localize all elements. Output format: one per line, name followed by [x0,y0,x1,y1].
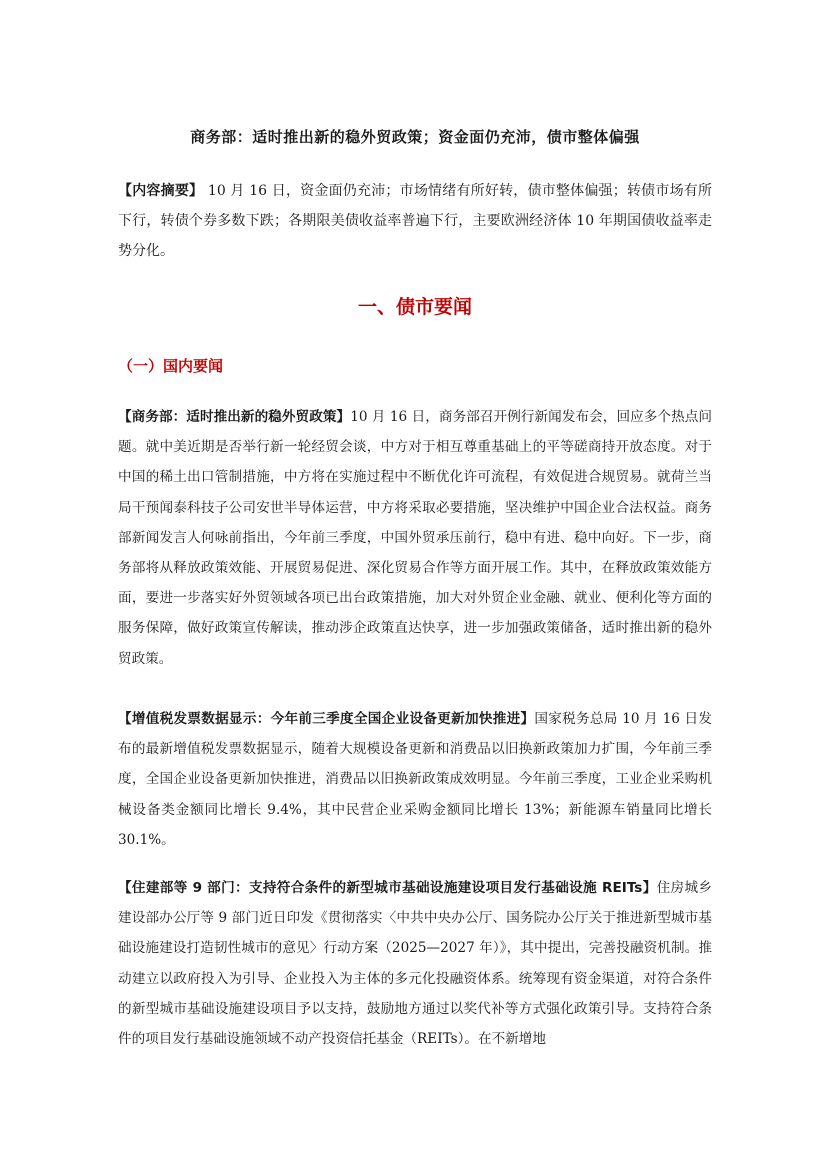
news-item [118,402,712,674]
news-body: 住房城乡建设部办公厅等 9 部门近日印发《贯彻落实〈中共中央办公厅、国务院办公厅关于推进新型城市基础设施建设打造韧性城市的意见〉行动方案（2025—2027 年）》，其中提出，完善投融资机制。推动建立以政府投入为引导、企业投入为主体的多元化投融资体系。统筹现有资金渠道，对符合条件的新型城市基础设施建设项目予以支持，鼓励地方通过以奖代补等方式强化政策引导。支持符合条件的项目发行基础设施领域不动产投资信托基金（REITs）。在不新增地 [118,880,712,1048]
sub-heading: （一）国内要闻 [118,357,224,375]
news-body: 国家税务总局 10 月 16 日发布的最新增值税发票数据显示，随着大规模设备更新和消费品以旧换新政策加力扩围，今年前三季度，全国企业设备更新加快推进，消费品以旧换新政策成效明显。今年前三季度，工业企业采购机械设备类金额同比增长 9.4%，其中民营企业采购金额同比增长 13%；新能源车销量同比增长 30.1%。 [118,711,712,848]
news-body: 10 月 16 日，商务部召开例行新闻发布会，回应多个热点问题。就中美近期是否举行新一轮经贸会谈，中方对于相互尊重基础上的平等磋商持开放态度。对于中国的稀土出口管制措施，中方将在实施过程中不断优化许可流程，有效促进合规贸易。就荷兰当局干预闻泰科技子公司安世半导体运营，中方将采取必要措施，坚决维护中国企业合法权益。商务部新闻发言人何咏前指出，今年前三季度，中国外贸承压前行，稳中有进、稳中向好。下一步，商务部将从释放政策效能、开展贸易促进、深化贸易合作等方面开展工作。其中，在释放政策效能方面，要进一步落实好外贸领域各项已出台政策措施，加大对外贸企业金融、就业、便利化等方面的服务保障，做好政策宣传解读，推动涉企政策直达快享，进一步加强政策储备，适时推出新的稳外贸政策。 [118,409,713,667]
news-headline: 【商务部：适时推出新的稳外贸政策】 [118,409,351,425]
abstract [118,176,712,266]
news-headline: 【增值税发票数据显示：今年前三季度全国企业设备更新加快推进】 [118,711,535,727]
abstract-text: 10 月 16 日，资金面仍充沛；市场情绪有所好转，债市整体偏强；转债市场有所下行，转债个券多数下跌；各期限美债收益率普遍下行，主要欧洲经济体 10 年期国债收益率走势分化。 [118,183,713,259]
news-item [118,704,712,855]
section-heading: 一、债市要闻 [357,296,472,318]
news-headline: 【住建部等 9 部门：支持符合条件的新型城市基础设施建设项目发行基础设施 REITs】 [118,880,657,896]
document-title: 商务部：适时推出新的稳外贸政策；资金面仍充沛，债市整体偏强 [190,128,640,146]
news-item [118,873,712,1054]
abstract-tag: 【内容摘要】 [118,183,204,199]
